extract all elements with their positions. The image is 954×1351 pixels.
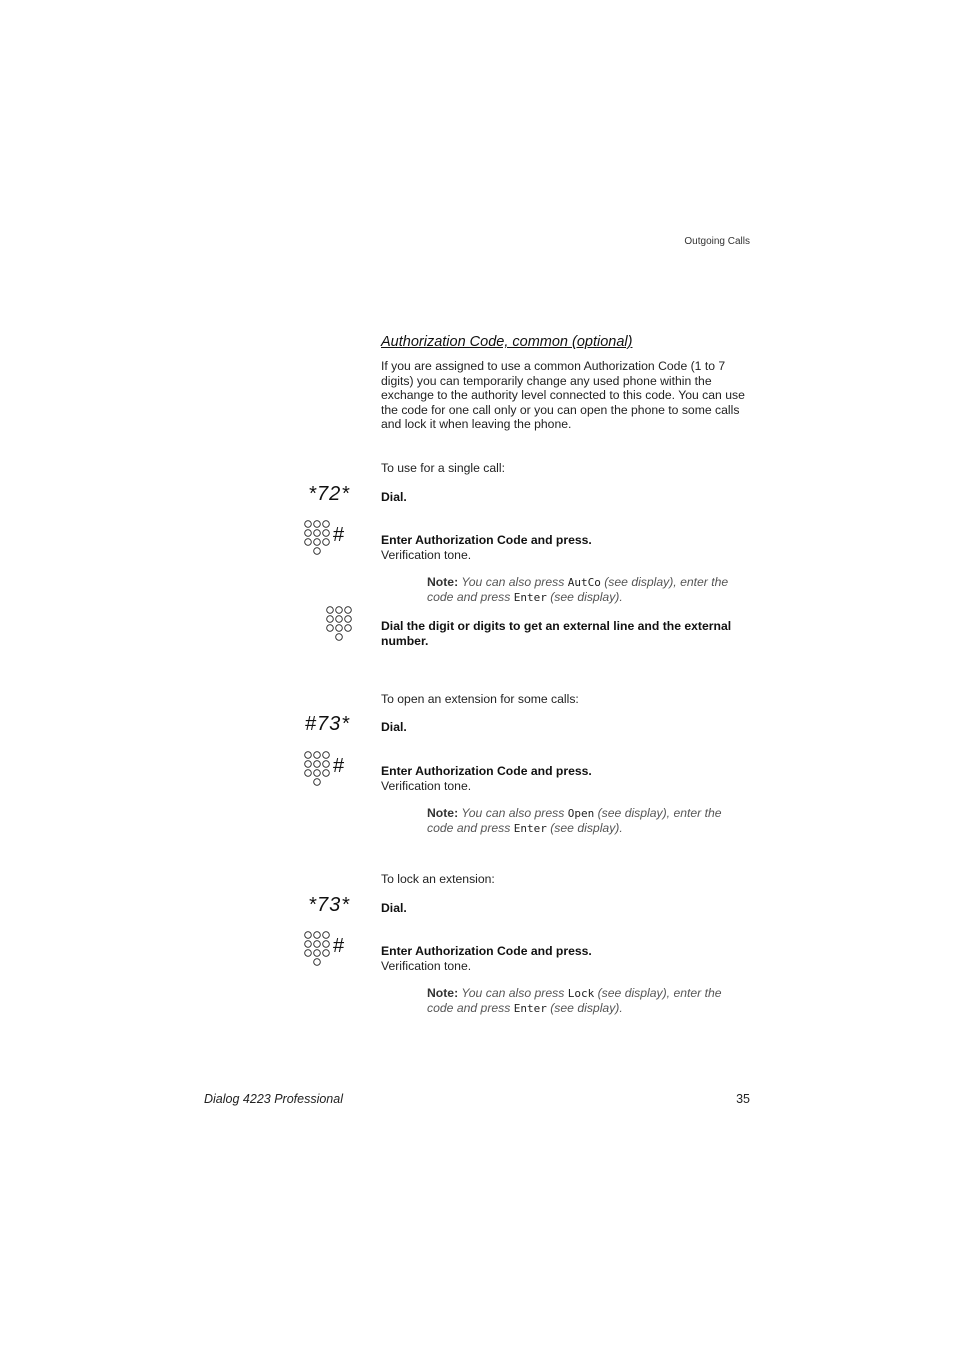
intro-paragraph: If you are assigned to use a common Authorization Code (1 to 7 digits) you can temporarily change any used phone within the exchange to the authority level connected to this code. You can use the code for one call only or you can open the phone to some calls and lock it when leaving the phone.: [381, 359, 745, 432]
keypad-icon: [304, 751, 352, 787]
keypad-icon: [304, 931, 352, 967]
lock-ext-enter: Enter Authorization Code and press. Verification tone.: [381, 944, 592, 973]
footer-product: Dialog 4223 Professional: [204, 1092, 343, 1106]
running-header: Outgoing Calls: [684, 236, 750, 247]
lock-ext-dial: Dial.: [381, 901, 407, 915]
code-72-icon: *72*: [308, 483, 350, 505]
open-ext-dial: Dial.: [381, 720, 407, 734]
single-call-external: Dial the digit or digits to get an external line and the external number.: [381, 619, 732, 648]
open-ext-note: Note: You can also press Open (see display), enter the code and press Enter (see display).: [427, 806, 722, 835]
section-title: Authorization Code, common (optional): [381, 334, 633, 350]
keypad-icon: [326, 606, 374, 642]
hash-icon: #: [333, 524, 345, 546]
open-ext-intro: To open an extension for some calls:: [381, 692, 579, 706]
single-call-enter: Enter Authorization Code and press. Verification tone.: [381, 533, 592, 562]
lock-ext-intro: To lock an extension:: [381, 872, 495, 886]
open-ext-enter: Enter Authorization Code and press. Verification tone.: [381, 764, 592, 793]
code-73-open-icon: #73*: [304, 713, 350, 735]
hash-icon: #: [333, 755, 345, 777]
single-call-dial: Dial.: [381, 490, 407, 504]
page-number: 35: [736, 1092, 750, 1106]
single-call-intro: To use for a single call:: [381, 461, 505, 475]
lock-ext-note: Note: You can also press Lock (see display), enter the code and press Enter (see display).: [427, 986, 722, 1015]
single-call-note: Note: You can also press AutCo (see display), enter the code and press Enter (see display).: [427, 575, 729, 604]
hash-icon: #: [333, 935, 345, 957]
code-73-lock-icon: *73*: [308, 894, 350, 916]
keypad-icon: [304, 520, 352, 556]
